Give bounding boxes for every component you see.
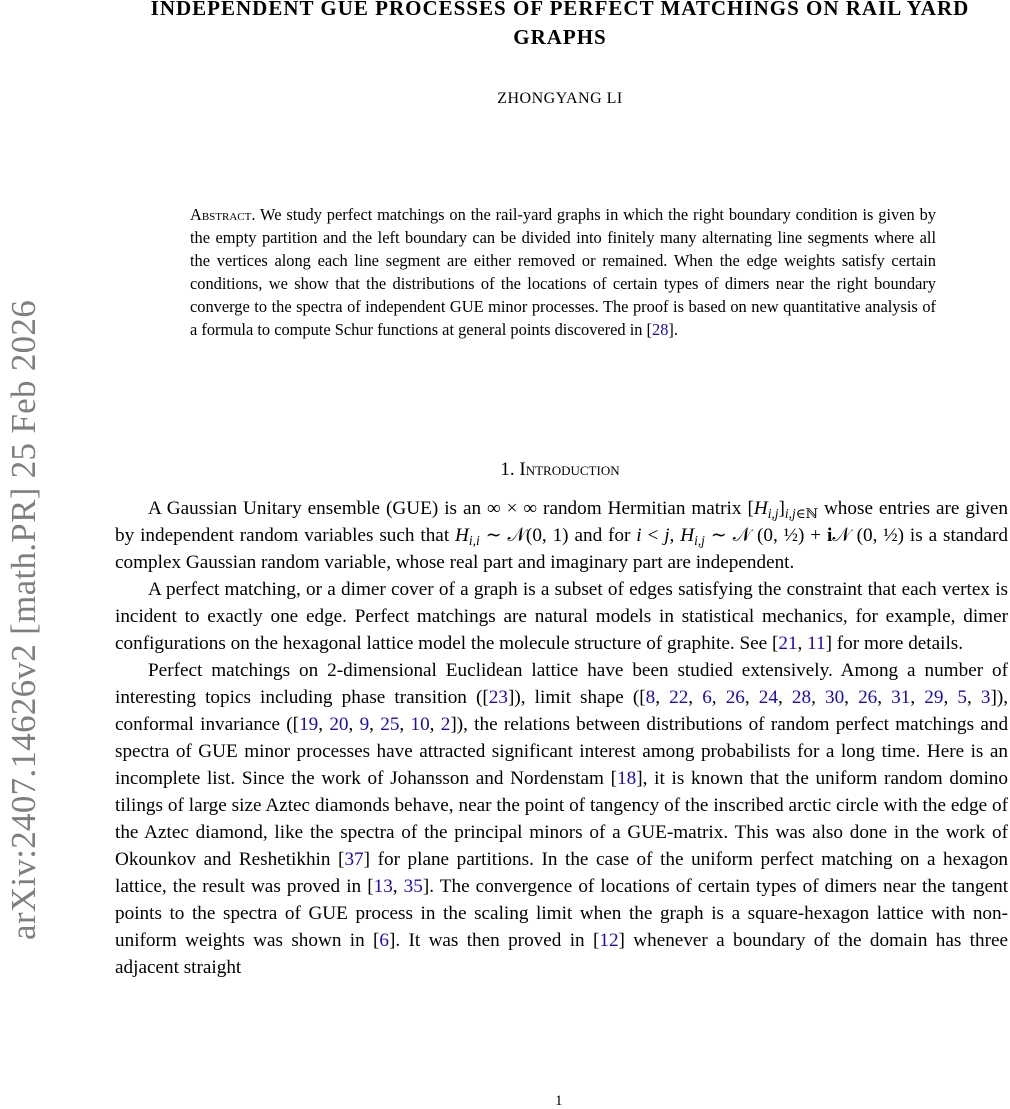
citation-link[interactable]: 28 — [791, 687, 812, 708]
paragraph-literature: Perfect matchings on 2-dimensional Euclidean lattice have been studied extensively. Among a number of interesting topics including phase transition ([23]), limit shape ([8, 22, 6, 26, 24, 28, 30, 26, 31, 29, 5, 3]), conformal invariance ([19, 20, 9, 25, 10, 2]), the relations between distributions of random perfect matchings and spectra of GUE minor processes have attracted significant interest among probabilists for a long time. Here is an incomplete list. Since the work of Johansson and Nordenstam [18], it is known that the uniform random domino tilings of large size Aztec diamonds behave, near the point of tangency of the inscribed arctic circle with the edge of the Aztec diamond, like the spectra of the principal minors of a GUE-matrix. This was also done in the work of Okounkov and Reshetikhin [37] for plane partitions. In the case of the uniform perfect matching on a hexagon lattice, the result was proved in [13, 35]. The convergence of locations of certain types of dimers near the tangent points to the spectra of GUE process in the scaling limit when the graph is a square-hexagon lattice with non-uniform weights was shown in [6]. It was then proved in [12] whenever a boundary of the domain has three adjacent straight — [115, 660, 1009, 978]
citation-link[interactable]: 2 — [440, 714, 451, 735]
paper-title: INDEPENDENT GUE PROCESSES OF PERFECT MATCHINGS ON RAIL YARD GRAPHS — [150, 0, 970, 49]
citation-link[interactable]: 6 — [702, 687, 712, 708]
citation-link[interactable]: 3 — [980, 687, 991, 708]
arxiv-identifier-stamp: arXiv:2407.14626v2 [math.PR] 25 Feb 2026 — [4, 299, 43, 940]
page-number: 1 — [555, 1093, 563, 1109]
citation-link[interactable]: 13 — [373, 876, 393, 897]
author-name: ZHONGYANG LI — [497, 90, 623, 107]
abstract-label: Abstract. — [190, 205, 256, 224]
citation-link[interactable]: 31 — [891, 687, 911, 708]
citation-link[interactable]: 11 — [807, 633, 826, 654]
citation-link[interactable]: 6 — [379, 930, 389, 951]
section-heading — [110, 458, 1010, 482]
citation-link[interactable]: 25 — [380, 714, 400, 735]
citation-link[interactable]: 29 — [924, 687, 944, 708]
math-offdiagonal-normal: i < j, $H_{i,j}$ ∼ 𝒩 (0, ½) + i𝒩 (0, ½) — [636, 525, 905, 549]
citation-link[interactable]: 28 — [652, 320, 669, 339]
paragraph-perfect-matching: A perfect matching, or a dimer cover of a graph is a subset of edges satisfying the constraint that each vertex is incident to exactly one edge. Perfect matchings are natural models in statistical mechanics, for example, dimer configurations on the hexagonal lattice model the molecule structure of graphite. See [21, 11] for more details. — [115, 579, 1008, 654]
citation-link[interactable]: 10 — [410, 714, 430, 735]
math-diagonal-normal: $H_{i,i}$ ∼ 𝒩(0, 1) — [455, 525, 569, 549]
citation-link[interactable]: 5 — [957, 687, 967, 708]
citation-link[interactable]: 22 — [669, 687, 689, 708]
citation-link[interactable]: 37 — [344, 849, 364, 870]
citation-link[interactable]: 26 — [725, 687, 745, 708]
citation-link[interactable]: 8 — [645, 687, 656, 708]
body-text — [115, 495, 1008, 981]
paragraph-gue-definition: A Gaussian Unitary ensemble (GUE) is an ∞ × ∞ random Hermitian matrix $[H_{i,j}]_{i,j\in ℕ}$ whose entries are given by independent random variables such that $H_{i,i}$ ∼ 𝒩(0, 1) and for i < j, $H_{i,j}$ ∼ 𝒩 (0, ½) + i𝒩 (0, ½) is a standard complex Gaussian random variable, whose real part and imaginary part are independent. — [115, 498, 1009, 573]
citation-link[interactable]: 24 — [758, 687, 778, 708]
citation-link[interactable]: 12 — [599, 930, 619, 951]
citation-link[interactable]: 19 — [299, 714, 319, 735]
citation-link[interactable]: 21 — [778, 633, 798, 654]
citation-link[interactable]: 23 — [488, 687, 508, 708]
citation-link[interactable]: 30 — [824, 687, 845, 708]
citation-link[interactable]: 26 — [858, 687, 878, 708]
section-title: Introduction — [519, 459, 620, 480]
math-hermitian-matrix: $[H_{i,j}]_{i,j\in ℕ}$ — [747, 498, 818, 522]
citation-link[interactable]: 18 — [617, 768, 637, 789]
citation-link[interactable]: 35 — [403, 876, 423, 897]
abstract: Abstract. We study perfect matchings on the rail-yard graphs in which the right boundary condition is given by the empty partition and the left boundary can be divided into finitely many alternating line segments where all the vertices along each line segment are either removed or remained. When the edge weights satisfy certain conditions, we show that the distributions of the locations of certain types of dimers near the right boundary converge to the spectra of independent GUE minor processes. The proof is based on new quantitative analysis of a formula to compute Schur functions at general points discovered in [28]. — [190, 205, 936, 339]
citation-link[interactable]: 9 — [359, 714, 370, 735]
section-number: 1. — [500, 459, 515, 480]
abstract-text: We study perfect matchings on the rail-yard graphs in which the right boundary condition is given by the empty partition and the left boundary can be divided into finitely many alternating line segments where all the vertices along each line segment are either removed or remained. When the edge weights satisfy certain conditions, we show that the distributions of the locations of certain types of dimers near the right boundary converge to the spectra of independent GUE minor processes. The proof is based on new quantitative analysis of a formula to compute Schur functions at general points discovered in — [190, 205, 936, 339]
citation-link[interactable]: 20 — [329, 714, 349, 735]
